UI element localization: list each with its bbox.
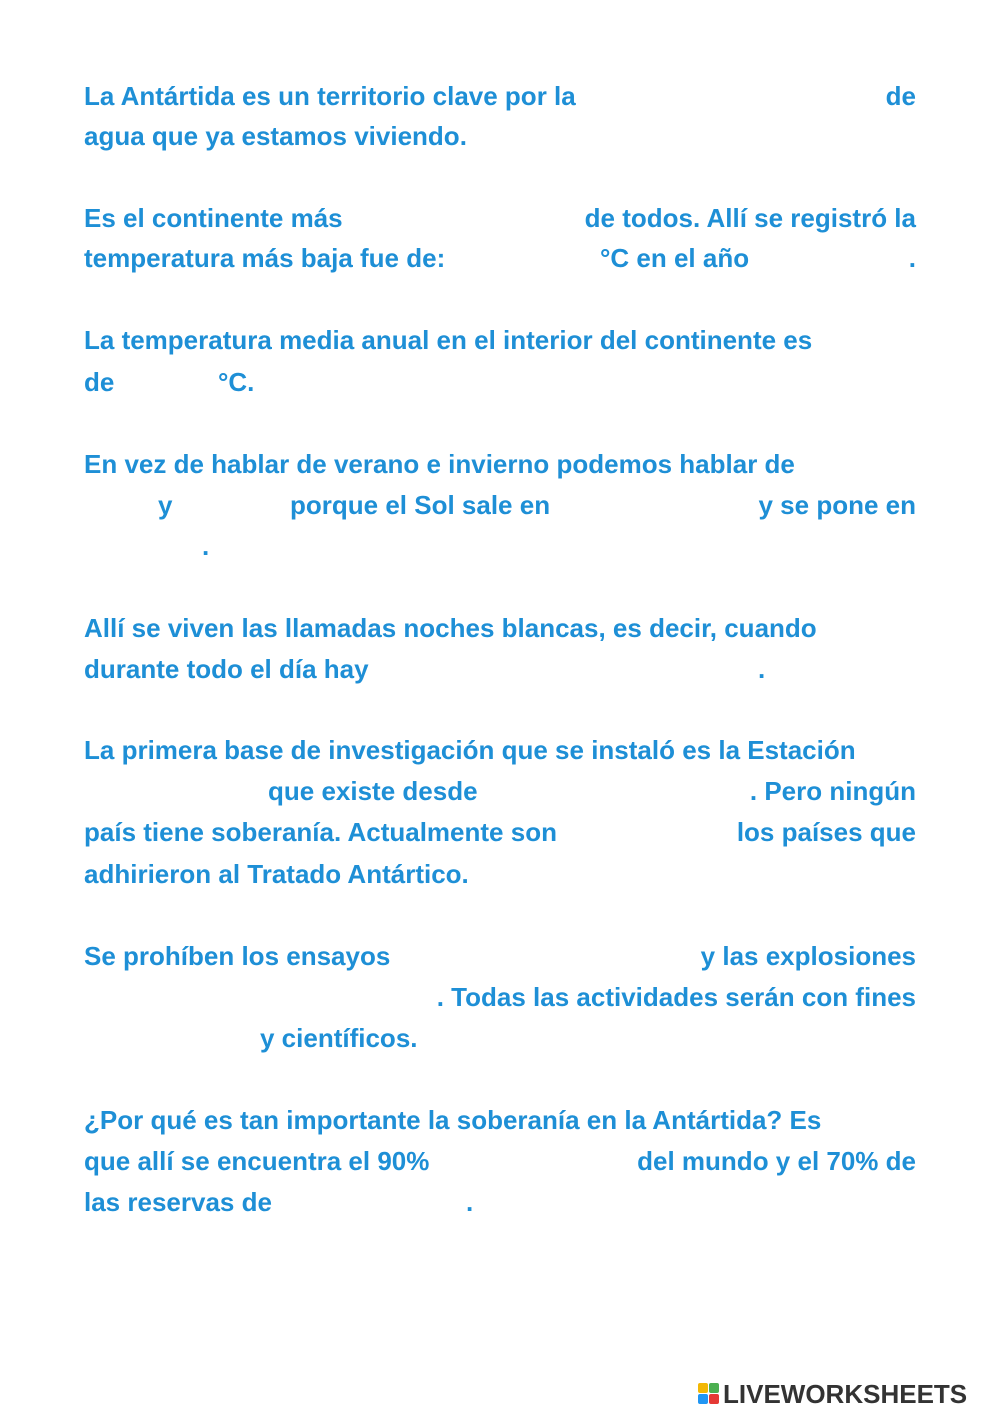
p6-line-2 bbox=[84, 771, 916, 811]
p5-l1-text-a: Allí se viven las llamadas noches blancas, es decir, cuando bbox=[84, 613, 817, 643]
blank-ice-resource[interactable] bbox=[482, 1147, 596, 1175]
p2-l1-text-a: Es el continente más bbox=[84, 203, 343, 233]
blank-station-year[interactable] bbox=[526, 777, 712, 805]
p6-line-4 bbox=[84, 854, 916, 894]
p6-l3-text-b: los países que bbox=[736, 817, 916, 847]
logo-square-icon bbox=[709, 1394, 719, 1404]
logo-text: LIVEWORKSHEETS bbox=[723, 1378, 968, 1409]
p5-l2-text-b: . bbox=[758, 654, 766, 684]
p8-l3-text-a: las reservas de bbox=[84, 1187, 272, 1217]
p8-line-2 bbox=[84, 1141, 916, 1181]
p6-line-1 bbox=[84, 730, 916, 770]
p2-line-1 bbox=[84, 198, 916, 238]
p4-line-3 bbox=[84, 526, 916, 566]
p4-l2-text-b: porque el Sol sale en bbox=[290, 490, 551, 520]
p2-line-2 bbox=[84, 238, 916, 278]
p5-line-1 bbox=[84, 608, 916, 648]
p2-l2-text-c: . bbox=[908, 243, 916, 273]
liveworksheets-logo bbox=[698, 1377, 967, 1411]
p8-line-3 bbox=[84, 1182, 916, 1222]
blank-explosions-type[interactable] bbox=[84, 983, 348, 1011]
logo-square-icon bbox=[698, 1383, 708, 1393]
p1-l1-text-b: de bbox=[885, 81, 916, 111]
p6-l3-text-a: país tiene soberanía. Actualmente son bbox=[84, 817, 557, 847]
p1-l1-text-a: La Antártida es un territorio clave por la bbox=[84, 81, 576, 111]
p7-l1-text-b: y las explosiones bbox=[700, 941, 916, 971]
p8-line-1 bbox=[84, 1100, 916, 1140]
p7-line-3 bbox=[84, 1018, 916, 1058]
blank-mean-temperature[interactable] bbox=[128, 368, 214, 396]
p7-line-2 bbox=[84, 977, 916, 1017]
blank-season-night[interactable] bbox=[184, 491, 284, 519]
p4-line-1 bbox=[84, 444, 916, 484]
blank-country-count[interactable] bbox=[620, 818, 720, 846]
p8-l2-text-b: del mundo y el 70% de bbox=[637, 1146, 916, 1176]
p4-l2-text-a: y bbox=[158, 490, 173, 520]
blank-season-day[interactable] bbox=[84, 491, 152, 519]
p6-l2-text-a: que existe desde bbox=[268, 776, 478, 806]
p8-l1-text-a: ¿Por qué es tan importante la soberanía en la Antártida? Es bbox=[84, 1105, 822, 1135]
p7-l2-text-a: . Todas las actividades serán con fines bbox=[436, 982, 916, 1012]
blank-station-name[interactable] bbox=[84, 777, 260, 805]
p3-line-2 bbox=[84, 362, 916, 402]
p7-line-1 bbox=[84, 936, 916, 976]
p2-l2-text-a: temperatura más baja fue de: bbox=[84, 243, 446, 273]
p7-l1-text-a: Se prohíben los ensayos bbox=[84, 941, 391, 971]
p1-line-2 bbox=[84, 116, 916, 156]
p6-line-3 bbox=[84, 812, 916, 852]
blank-record-year[interactable] bbox=[774, 244, 904, 272]
p6-l2-text-b: . Pero ningún bbox=[749, 776, 916, 806]
p4-line-2 bbox=[84, 485, 916, 525]
blank-activities-purpose[interactable] bbox=[84, 1024, 252, 1052]
p8-l3-text-b: . bbox=[466, 1187, 474, 1217]
blank-continent-adjective[interactable] bbox=[386, 204, 526, 232]
p1-line-1 bbox=[84, 76, 916, 116]
blank-tests-type[interactable] bbox=[444, 942, 658, 970]
p4-l3-text-a: . bbox=[202, 531, 210, 561]
p2-l2-text-b: °C en el año bbox=[600, 243, 750, 273]
p8-l2-text-a: que allí se encuentra el 90% bbox=[84, 1146, 430, 1176]
blank-lowest-temperature[interactable] bbox=[506, 244, 596, 272]
logo-square-icon bbox=[698, 1394, 708, 1404]
p3-l1-text-a: La temperatura media anual en el interior del continente es bbox=[84, 325, 813, 355]
p3-l2-text-b: °C. bbox=[218, 367, 255, 397]
p5-line-2 bbox=[84, 649, 916, 689]
p3-line-1 bbox=[84, 320, 916, 360]
p6-l1-text-a: La primera base de investigación que se instaló es la Estación bbox=[84, 735, 856, 765]
p7-l3-text-a: y científicos. bbox=[260, 1023, 418, 1053]
p4-l2-text-c: y se pone en bbox=[758, 490, 916, 520]
blank-water-crisis[interactable] bbox=[650, 82, 870, 110]
blank-sunset-month[interactable] bbox=[84, 532, 196, 560]
p1-l2-text-a: agua que ya estamos viviendo. bbox=[84, 121, 467, 151]
p4-l1-text-a: En vez de hablar de verano e invierno podemos hablar de bbox=[84, 449, 795, 479]
liveworksheets-logo-icon bbox=[698, 1383, 720, 1405]
p5-l2-text-a: durante todo el día hay bbox=[84, 654, 369, 684]
blank-reserves-resource[interactable] bbox=[292, 1188, 462, 1216]
p6-l4-text-a: adhirieron al Tratado Antártico. bbox=[84, 859, 469, 889]
blank-sunrise-month[interactable] bbox=[584, 491, 734, 519]
p3-l2-text-a: de bbox=[84, 367, 115, 397]
logo-square-icon bbox=[709, 1383, 719, 1393]
p2-l1-text-b: de todos. Allí se registró la bbox=[584, 203, 916, 233]
blank-all-day[interactable] bbox=[420, 655, 756, 683]
